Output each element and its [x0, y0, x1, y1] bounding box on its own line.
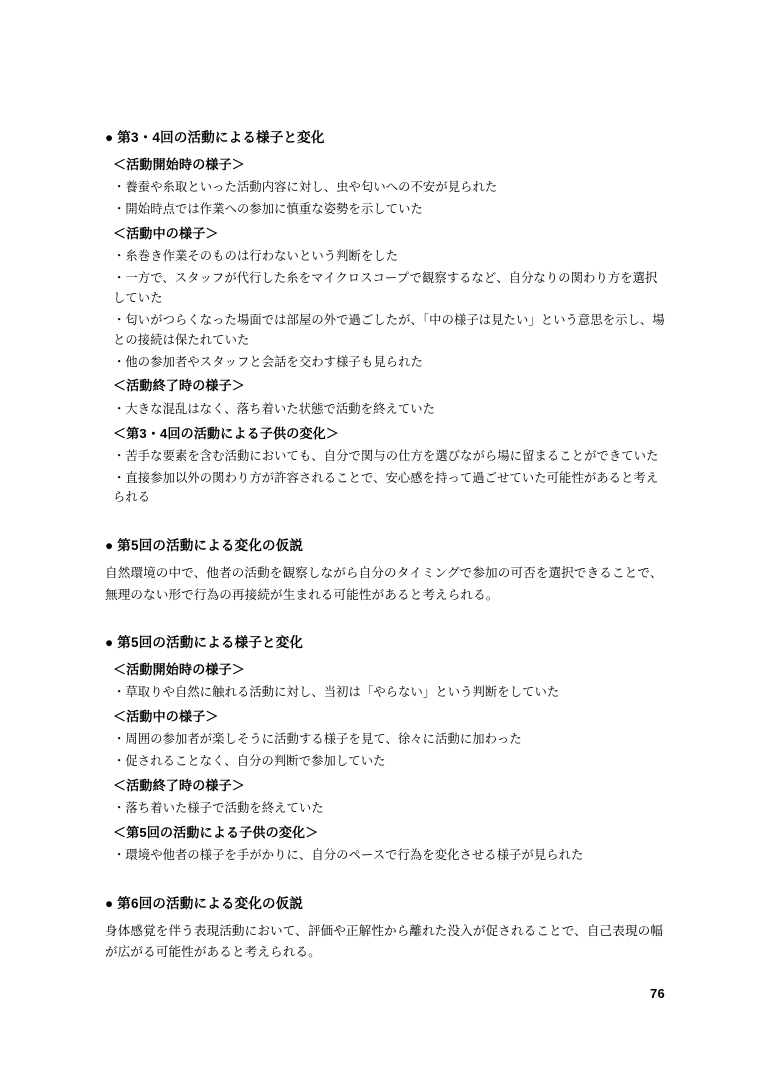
- section-heading: ● 第6回の活動による変化の仮説: [105, 895, 304, 911]
- spacer: [105, 868, 665, 894]
- spacer: [105, 510, 665, 536]
- bullet-line: ・落ち着いた様子で活動を終えていた: [113, 800, 324, 815]
- section-5-observations: [105, 633, 665, 866]
- subheading-start: ＜活動開始時の様子＞: [113, 156, 246, 172]
- bullet-line: ・環境や他者の様子を手がかりに、自分のペースで行為を変化させる様子が見られた: [113, 847, 584, 862]
- section-heading: ● 第3・4回の活動による様子と変化: [105, 130, 325, 145]
- bullet-line: ・糸巻き作業そのものは行わないという判断をした: [113, 249, 399, 264]
- section-3-4-observations: [105, 128, 665, 508]
- bullet-line: ・他の参加者やスタッフと会話を交わす様子も見られた: [113, 354, 423, 369]
- spacer: [105, 607, 665, 633]
- bullet-line: ・養蚕や糸取といった活動内容に対し、虫や匂いへの不安が見られた: [113, 180, 498, 195]
- section-paragraph: 自然環境の中で、他者の活動を観察しながら自分のタイミングで参加の可否を選択できることで、無理のない形で行為の再接続が生まれる可能性があると考えられる。: [105, 566, 663, 602]
- bullet-line: ・周囲の参加者が楽しそうに活動する様子を見て、徐々に活動に加わった: [113, 731, 522, 746]
- page-number: 76: [649, 986, 665, 1001]
- subheading-end: ＜活動終了時の様子＞: [113, 777, 246, 793]
- subheading-end: ＜活動終了時の様子＞: [113, 378, 246, 394]
- section-paragraph: 身体感覚を伴う表現活動において、評価や正解性から離れた没入が促されることで、自己表現の幅が広がる可能性があると考えられる。: [105, 923, 664, 960]
- bullet-line: ・一方で、スタッフが代行した糸をマイクロスコープで観察するなど、自分なりの関わり方を選択していた: [113, 270, 658, 305]
- subheading-during: ＜活動中の様子＞: [113, 708, 219, 724]
- subheading-change: ＜第5回の活動による子供の変化＞: [113, 824, 319, 840]
- bullet-line: ・大きな混乱はなく、落ち着いた状態で活動を終えていた: [113, 401, 436, 416]
- subheading-during: ＜活動中の様子＞: [113, 225, 219, 241]
- bullet-line: ・草取りや自然に触れる活動に対し、当初は「やらない」という判断をしていた: [113, 684, 560, 699]
- bullet-line: ・直接参加以外の関わり方が許容されることで、安心感を持って過ごせていた可能性があると考えられる: [113, 470, 659, 505]
- section-5-hypothesis: [105, 536, 665, 606]
- subheading-change: ＜第3・4回の活動による子供の変化＞: [113, 425, 340, 441]
- section-6-hypothesis: [105, 894, 665, 964]
- document-body: [105, 128, 665, 964]
- bullet-line: ・苦手な要素を含む活動においても、自分で関与の仕方を選びながら場に留まることができていた: [113, 448, 659, 463]
- bullet-line: ・促されることなく、自分の判断で参加していた: [113, 753, 386, 768]
- section-heading: ● 第5回の活動による様子と変化: [105, 634, 304, 650]
- subheading-start: ＜活動開始時の様子＞: [113, 661, 246, 677]
- section-heading: ● 第5回の活動による変化の仮説: [105, 538, 304, 554]
- bullet-line: ・開始時点では作業への参加に慎重な姿勢を示していた: [113, 201, 423, 216]
- bullet-line: ・匂いがつらくなった場面では部屋の外で過ごしたが、「中の様子は見たい」という意思を示し、場との接続は保たれていた: [113, 312, 665, 347]
